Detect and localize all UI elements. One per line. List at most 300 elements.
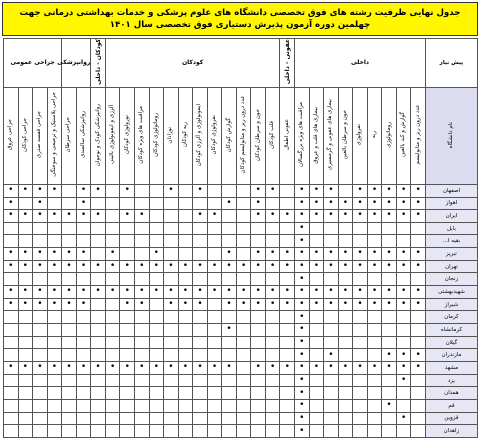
capacity-cell: [396, 184, 411, 197]
capacity-cell: [120, 425, 135, 438]
capacity-mark: •: [299, 286, 305, 297]
capacity-cell: [18, 362, 33, 375]
capacity-cell: [295, 222, 310, 235]
university-name: قم: [425, 400, 477, 413]
capacity-cell: [193, 311, 208, 324]
capacity-mark: •: [22, 210, 28, 221]
specialty-column-header: [265, 87, 280, 184]
capacity-mark: •: [8, 248, 14, 259]
capacity-cell: [18, 400, 33, 413]
capacity-cell: [149, 400, 164, 413]
table-row: [4, 298, 478, 311]
capacity-cell: [207, 260, 222, 273]
capacity-cell: [47, 298, 62, 311]
capacity-cell: [236, 260, 251, 273]
capacity-mark: •: [22, 261, 28, 272]
capacity-mark: •: [371, 248, 378, 259]
capacity-cell: [338, 273, 353, 286]
capacity-cell: [295, 260, 310, 273]
capacity-cell: [236, 336, 251, 349]
capacity-cell: [4, 387, 19, 400]
capacity-cell: [62, 235, 77, 248]
capacity-cell: [105, 311, 120, 324]
capacity-mark: •: [80, 248, 87, 259]
capacity-cell: [4, 400, 19, 413]
capacity-cell: [280, 197, 295, 210]
capacity-cell: [33, 362, 48, 375]
capacity-mark: •: [139, 261, 145, 272]
capacity-cell: [222, 374, 237, 387]
capacity-mark: •: [299, 425, 305, 436]
capacity-mark: •: [8, 362, 14, 373]
capacity-cell: [62, 349, 77, 362]
capacity-cell: [18, 298, 33, 311]
capacity-cell: [120, 336, 135, 349]
capacity-cell: [295, 336, 310, 349]
capacity-cell: [18, 425, 33, 438]
capacity-cell: [76, 184, 91, 197]
capacity-cell: [396, 400, 411, 413]
capacity-cell: [324, 362, 339, 375]
capacity-table-container: [3, 38, 477, 438]
university-name: بقیه ا...: [425, 235, 477, 248]
capacity-cell: [178, 197, 193, 210]
capacity-cell: [324, 286, 339, 299]
capacity-cell: [105, 286, 120, 299]
university-name: قزوین: [425, 412, 477, 425]
capacity-cell: [382, 184, 397, 197]
capacity-cell: [91, 248, 106, 261]
capacity-cell: [47, 222, 62, 235]
capacity-cell: [47, 374, 62, 387]
capacity-cell: [280, 184, 295, 197]
table-row: [4, 387, 478, 400]
specialty-column-label: نورولوژی کودکان: [123, 115, 130, 155]
specialty-column-label: گوارش و کبد بالغین: [400, 112, 407, 158]
capacity-cell: [222, 336, 237, 349]
capacity-cell: [4, 235, 19, 248]
capacity-mark: •: [371, 362, 378, 373]
capacity-cell: [164, 349, 179, 362]
capacity-cell: [251, 210, 266, 223]
capacity-cell: [76, 374, 91, 387]
capacity-cell: [164, 197, 179, 210]
capacity-cell: [236, 349, 251, 362]
capacity-cell: [411, 412, 426, 425]
specialty-column-label: آلرژی و ایمونولوژی بالینی: [109, 105, 116, 165]
capacity-cell: [353, 349, 368, 362]
capacity-mark: •: [95, 261, 101, 272]
capacity-cell: [265, 298, 280, 311]
capacity-mark: •: [270, 248, 276, 259]
capacity-cell: [193, 260, 208, 273]
capacity-cell: [324, 222, 339, 235]
capacity-cell: [47, 197, 62, 210]
capacity-cell: [396, 248, 411, 261]
capacity-mark: •: [313, 299, 319, 310]
capacity-cell: [265, 374, 280, 387]
capacity-cell: [207, 400, 222, 413]
capacity-cell: [164, 273, 179, 286]
capacity-cell: [222, 273, 237, 286]
capacity-mark: •: [284, 362, 290, 373]
capacity-cell: [324, 197, 339, 210]
capacity-mark: •: [400, 197, 407, 208]
capacity-cell: [280, 400, 295, 413]
capacity-cell: [295, 298, 310, 311]
capacity-cell: [309, 311, 324, 324]
capacity-mark: •: [139, 299, 145, 310]
capacity-cell: [193, 222, 208, 235]
capacity-cell: [105, 362, 120, 375]
capacity-cell: [324, 425, 339, 438]
capacity-mark: •: [153, 248, 159, 259]
capacity-cell: [236, 248, 251, 261]
capacity-mark: •: [255, 197, 261, 208]
capacity-mark: •: [197, 362, 203, 373]
capacity-cell: [62, 387, 77, 400]
capacity-cell: [18, 235, 33, 248]
capacity-mark: •: [168, 261, 174, 272]
capacity-mark: •: [386, 261, 392, 272]
capacity-cell: [280, 248, 295, 261]
capacity-cell: [105, 210, 120, 223]
capacity-cell: [338, 197, 353, 210]
capacity-cell: [251, 324, 266, 337]
capacity-cell: [382, 336, 397, 349]
capacity-cell: [149, 184, 164, 197]
capacity-cell: [91, 235, 106, 248]
table-row: [4, 349, 478, 362]
capacity-cell: [62, 286, 77, 299]
capacity-cell: [265, 324, 280, 337]
capacity-cell: [207, 210, 222, 223]
header-row-groups: [4, 39, 478, 88]
specialty-column-label: نفرولوژی کودکان: [211, 115, 218, 155]
capacity-cell: [338, 425, 353, 438]
capacity-cell: [47, 260, 62, 273]
specialty-column-header: [76, 87, 91, 184]
capacity-mark: •: [80, 286, 87, 297]
capacity-mark: •: [400, 286, 407, 297]
specialty-column-label: نوزادان: [167, 126, 174, 144]
capacity-mark: •: [299, 349, 305, 360]
capacity-cell: [149, 362, 164, 375]
capacity-mark: •: [357, 210, 363, 221]
capacity-cell: [251, 248, 266, 261]
capacity-mark: •: [197, 210, 203, 221]
specialty-column-header: [236, 87, 251, 184]
capacity-cell: [382, 273, 397, 286]
capacity-cell: [120, 260, 135, 273]
capacity-cell: [18, 336, 33, 349]
capacity-mark: •: [284, 299, 290, 310]
capacity-cell: [236, 210, 251, 223]
capacity-cell: [4, 197, 19, 210]
capacity-cell: [178, 374, 193, 387]
capacity-mark: •: [211, 286, 218, 297]
capacity-cell: [47, 248, 62, 261]
capacity-cell: [353, 184, 368, 197]
capacity-cell: [411, 235, 426, 248]
capacity-mark: •: [371, 286, 378, 297]
capacity-cell: [193, 362, 208, 375]
capacity-cell: [251, 362, 266, 375]
capacity-cell: [33, 412, 48, 425]
capacity-cell: [18, 374, 33, 387]
capacity-mark: •: [342, 362, 349, 373]
capacity-mark: •: [168, 362, 174, 373]
capacity-cell: [309, 222, 324, 235]
capacity-mark: •: [357, 197, 363, 208]
capacity-cell: [178, 425, 193, 438]
capacity-mark: •: [226, 286, 232, 297]
capacity-cell: [396, 349, 411, 362]
capacity-cell: [396, 197, 411, 210]
capacity-cell: [33, 184, 48, 197]
capacity-cell: [396, 425, 411, 438]
capacity-cell: [295, 197, 310, 210]
capacity-cell: [178, 311, 193, 324]
capacity-cell: [222, 248, 237, 261]
table-row: [4, 425, 478, 438]
capacity-cell: [295, 235, 310, 248]
capacity-cell: [309, 286, 324, 299]
capacity-cell: [105, 349, 120, 362]
capacity-cell: [338, 248, 353, 261]
capacity-cell: [367, 273, 382, 286]
capacity-cell: [222, 184, 237, 197]
capacity-mark: •: [400, 375, 407, 386]
capacity-cell: [367, 298, 382, 311]
capacity-cell: [265, 235, 280, 248]
capacity-cell: [178, 260, 193, 273]
capacity-mark: •: [270, 210, 276, 221]
capacity-cell: [382, 286, 397, 299]
capacity-cell: [4, 425, 19, 438]
capacity-cell: [382, 374, 397, 387]
capacity-cell: [396, 324, 411, 337]
capacity-cell: [251, 197, 266, 210]
capacity-cell: [91, 349, 106, 362]
capacity-cell: [33, 298, 48, 311]
capacity-cell: [396, 235, 411, 248]
capacity-cell: [164, 425, 179, 438]
capacity-cell: [207, 286, 222, 299]
capacity-cell: [47, 184, 62, 197]
capacity-cell: [76, 349, 91, 362]
capacity-mark: •: [182, 286, 189, 297]
capacity-cell: [4, 222, 19, 235]
capacity-cell: [324, 349, 339, 362]
capacity-cell: [324, 184, 339, 197]
capacity-mark: •: [371, 210, 378, 221]
capacity-mark: •: [182, 362, 189, 373]
capacity-cell: [309, 387, 324, 400]
capacity-cell: [120, 374, 135, 387]
capacity-cell: [207, 298, 222, 311]
capacity-cell: [149, 324, 164, 337]
capacity-mark: •: [255, 185, 261, 196]
capacity-cell: [120, 273, 135, 286]
capacity-mark: •: [240, 261, 247, 272]
capacity-cell: [76, 222, 91, 235]
capacity-mark: •: [226, 362, 232, 373]
capacity-cell: [164, 222, 179, 235]
capacity-cell: [236, 387, 251, 400]
capacity-cell: [47, 324, 62, 337]
capacity-cell: [324, 210, 339, 223]
table-row: [4, 273, 478, 286]
capacity-cell: [411, 425, 426, 438]
column-group-header: [280, 39, 295, 88]
capacity-cell: [236, 425, 251, 438]
capacity-cell: [324, 260, 339, 273]
capacity-mark: •: [270, 185, 276, 196]
specialty-column-header: [353, 87, 368, 184]
capacity-cell: [324, 336, 339, 349]
capacity-mark: •: [51, 286, 58, 297]
capacity-mark: •: [182, 299, 189, 310]
capacity-cell: [149, 222, 164, 235]
university-name: تهران: [425, 260, 477, 273]
capacity-cell: [353, 286, 368, 299]
capacity-cell: [353, 387, 368, 400]
capacity-cell: [178, 387, 193, 400]
capacity-mark: •: [299, 400, 305, 411]
capacity-cell: [396, 286, 411, 299]
capacity-cell: [178, 324, 193, 337]
column-group-header: کودکان: [105, 39, 280, 88]
capacity-cell: [353, 222, 368, 235]
capacity-cell: [222, 324, 237, 337]
capacity-cell: [265, 362, 280, 375]
capacity-cell: [120, 349, 135, 362]
university-name: بابل: [425, 222, 477, 235]
capacity-cell: [338, 286, 353, 299]
specialty-column-header: [33, 87, 48, 184]
capacity-cell: [18, 260, 33, 273]
capacity-cell: [164, 311, 179, 324]
capacity-cell: [295, 349, 310, 362]
capacity-cell: [207, 197, 222, 210]
capacity-cell: [222, 425, 237, 438]
capacity-cell: [222, 362, 237, 375]
capacity-mark: •: [66, 286, 72, 297]
capacity-cell: [280, 222, 295, 235]
capacity-cell: [367, 362, 382, 375]
specialty-column-label: غدد درون ریز و متابولیسم: [414, 105, 421, 165]
capacity-cell: [295, 311, 310, 324]
capacity-cell: [280, 298, 295, 311]
specialty-column-label: ریه: [371, 131, 378, 139]
capacity-mark: •: [284, 248, 290, 259]
specialty-column-header: [4, 87, 19, 184]
capacity-cell: [265, 400, 280, 413]
capacity-cell: [105, 336, 120, 349]
capacity-cell: [222, 400, 237, 413]
capacity-cell: [382, 197, 397, 210]
capacity-mark: •: [80, 299, 87, 310]
capacity-cell: [91, 400, 106, 413]
capacity-cell: [353, 273, 368, 286]
capacity-cell: [309, 298, 324, 311]
specialty-column-header: [207, 87, 222, 184]
capacity-cell: [178, 184, 193, 197]
capacity-cell: [251, 298, 266, 311]
capacity-cell: [178, 412, 193, 425]
capacity-cell: [295, 184, 310, 197]
capacity-cell: [62, 311, 77, 324]
capacity-mark: •: [66, 248, 72, 259]
capacity-mark: •: [342, 299, 349, 310]
capacity-cell: [91, 197, 106, 210]
capacity-cell: [33, 374, 48, 387]
capacity-cell: [338, 260, 353, 273]
specialty-column-header: [91, 87, 106, 184]
capacity-cell: [120, 400, 135, 413]
capacity-mark: •: [284, 210, 290, 221]
capacity-mark: •: [400, 210, 407, 221]
capacity-mark: •: [415, 286, 421, 297]
capacity-cell: [280, 362, 295, 375]
capacity-mark: •: [342, 261, 349, 272]
capacity-cell: [251, 387, 266, 400]
capacity-cell: [382, 400, 397, 413]
university-name: ایران: [425, 210, 477, 223]
capacity-cell: [411, 374, 426, 387]
capacity-cell: [367, 412, 382, 425]
capacity-cell: [338, 222, 353, 235]
capacity-mark: •: [37, 299, 43, 310]
capacity-cell: [353, 425, 368, 438]
capacity-cell: [76, 311, 91, 324]
capacity-mark: •: [37, 261, 43, 272]
university-name: اصفهان: [425, 184, 477, 197]
capacity-mark: •: [255, 299, 261, 310]
capacity-cell: [62, 362, 77, 375]
capacity-cell: [178, 298, 193, 311]
capacity-cell: [193, 336, 208, 349]
capacity-mark: •: [124, 362, 130, 373]
capacity-cell: [265, 184, 280, 197]
capacity-mark: •: [80, 197, 87, 208]
specialty-column-label: بیماری های عفونی و گرمسیری: [327, 99, 334, 171]
capacity-cell: [222, 222, 237, 235]
capacity-cell: [309, 273, 324, 286]
capacity-mark: •: [211, 362, 218, 373]
capacity-cell: [149, 248, 164, 261]
capacity-cell: [353, 324, 368, 337]
capacity-cell: [324, 298, 339, 311]
capacity-mark: •: [22, 286, 28, 297]
table-row: [4, 324, 478, 337]
capacity-cell: [164, 324, 179, 337]
capacity-cell: [367, 349, 382, 362]
capacity-mark: •: [51, 248, 58, 259]
capacity-cell: [33, 286, 48, 299]
capacity-cell: [91, 412, 106, 425]
capacity-cell: [18, 273, 33, 286]
capacity-mark: •: [357, 286, 363, 297]
capacity-cell: [396, 311, 411, 324]
capacity-cell: [193, 184, 208, 197]
capacity-cell: [353, 336, 368, 349]
capacity-mark: •: [182, 261, 189, 272]
capacity-mark: •: [226, 197, 232, 208]
capacity-cell: [33, 210, 48, 223]
capacity-cell: [236, 400, 251, 413]
